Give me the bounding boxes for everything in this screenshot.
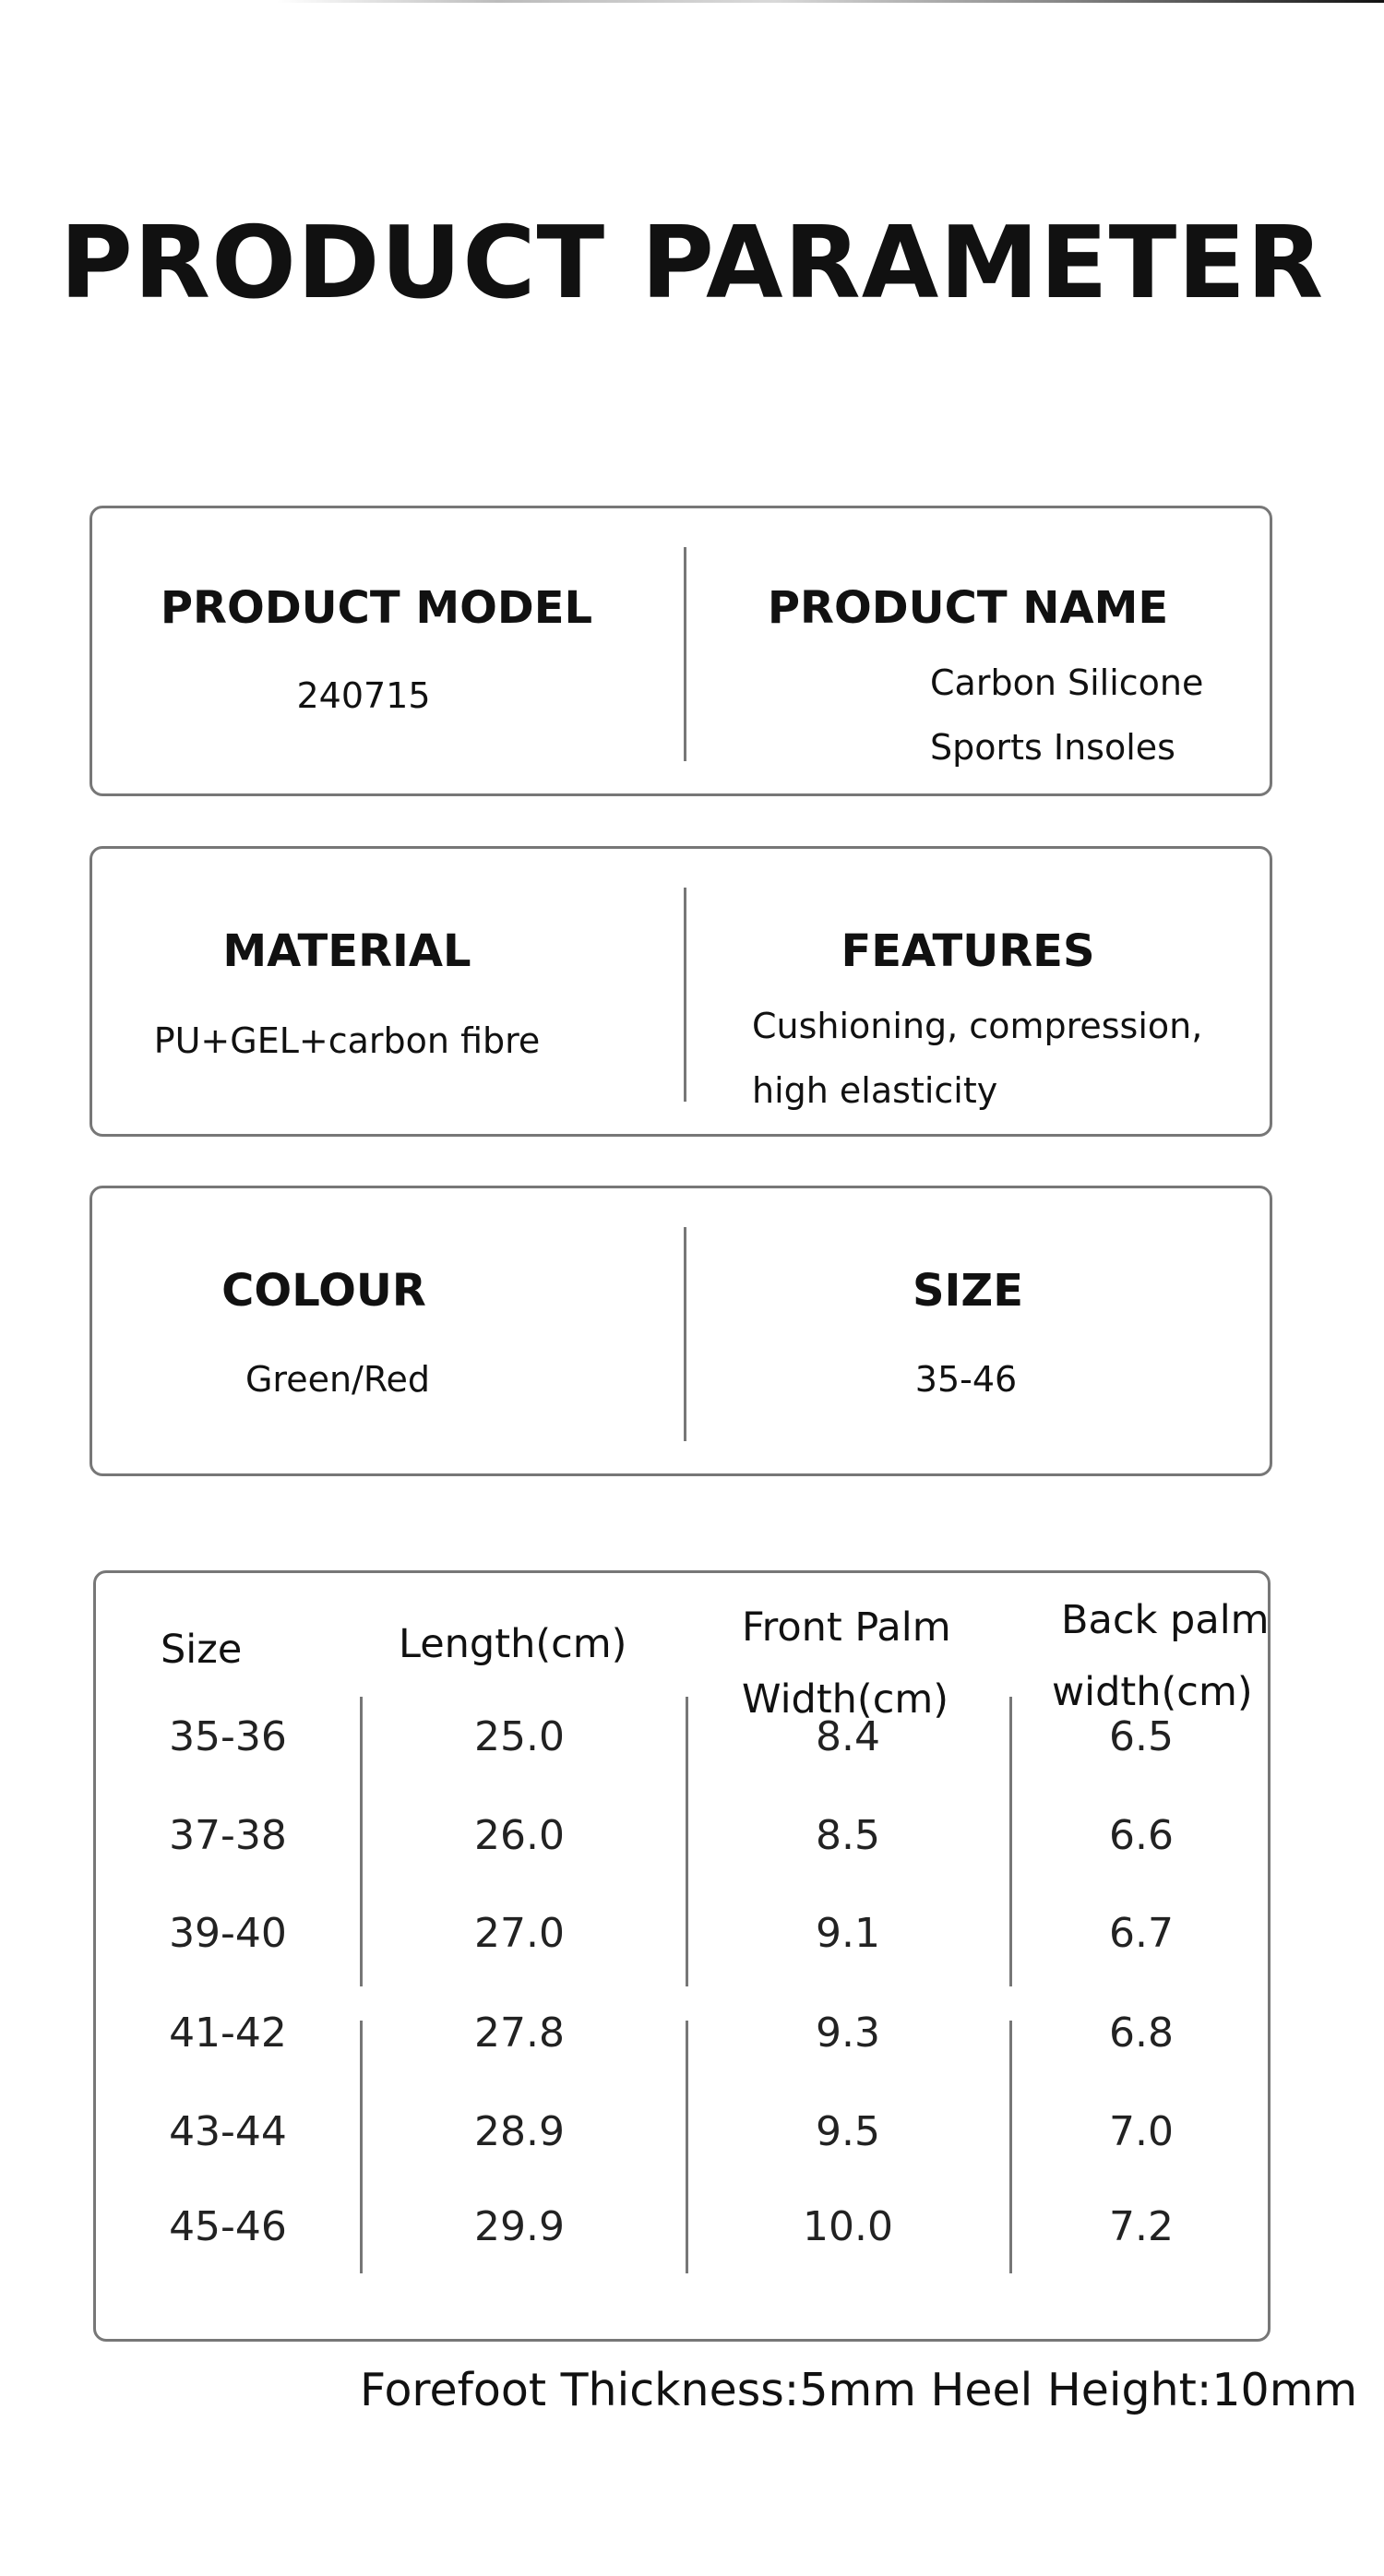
column-divider bbox=[1009, 1697, 1012, 1986]
product-model-value: 240715 bbox=[296, 675, 431, 716]
table-cell-size: 35-36 bbox=[169, 1713, 287, 1760]
features-heading: FEATURES bbox=[841, 925, 1095, 977]
table-cell-length: 29.9 bbox=[474, 2203, 565, 2250]
info-box-colour-size bbox=[89, 1186, 1272, 1476]
product-name-line-1: Carbon Silicone bbox=[930, 662, 1204, 703]
info-box-material-features bbox=[89, 846, 1272, 1137]
table-cell-length: 28.9 bbox=[474, 2108, 565, 2155]
table-cell-size: 39-40 bbox=[169, 1910, 287, 1957]
size-table bbox=[93, 1570, 1271, 2342]
table-cell-front-palm-width: 8.5 bbox=[816, 1812, 880, 1859]
column-divider bbox=[686, 1697, 688, 1986]
column-divider bbox=[360, 2021, 363, 2273]
colour-heading: COLOUR bbox=[221, 1265, 426, 1317]
product-name-line-2: Sports Insoles bbox=[930, 727, 1175, 768]
table-cell-back-palm-width: 6.7 bbox=[1109, 1910, 1174, 1957]
table-cell-length: 27.8 bbox=[474, 2010, 565, 2057]
table-cell-size: 43-44 bbox=[169, 2108, 287, 2155]
table-cell-back-palm-width: 6.6 bbox=[1109, 1812, 1174, 1859]
header-length: Length(cm) bbox=[399, 1621, 627, 1667]
table-cell-back-palm-width: 7.2 bbox=[1109, 2203, 1174, 2250]
table-cell-front-palm-width: 9.5 bbox=[816, 2108, 880, 2155]
column-divider bbox=[360, 1697, 363, 1986]
colour-value: Green/Red bbox=[245, 1359, 431, 1400]
product-name-heading: PRODUCT NAME bbox=[767, 582, 1169, 634]
size-value: 35-46 bbox=[914, 1359, 1018, 1400]
table-cell-length: 27.0 bbox=[474, 1910, 565, 1957]
info-cell-colour bbox=[92, 1188, 683, 1473]
table-cell-length: 25.0 bbox=[474, 1713, 565, 1760]
size-heading: SIZE bbox=[912, 1265, 1024, 1317]
table-cell-size: 41-42 bbox=[169, 2010, 287, 2057]
page-title: PRODUCT PARAMETER bbox=[59, 206, 1325, 321]
info-box-model-name bbox=[89, 506, 1272, 796]
table-cell-back-palm-width: 6.5 bbox=[1109, 1713, 1174, 1760]
table-cell-size: 45-46 bbox=[169, 2203, 287, 2250]
features-line-2: high elasticity bbox=[752, 1070, 998, 1111]
info-cell-size bbox=[686, 1188, 1271, 1473]
info-cell-product-model bbox=[92, 508, 683, 793]
column-divider bbox=[686, 2021, 688, 2273]
table-cell-back-palm-width: 6.8 bbox=[1109, 2010, 1174, 2057]
material-heading: MATERIAL bbox=[222, 925, 471, 977]
table-cell-front-palm-width: 9.3 bbox=[816, 2010, 880, 2057]
top-edge-strip bbox=[277, 0, 1384, 3]
table-cell-front-palm-width: 10.0 bbox=[803, 2203, 893, 2250]
header-front-palm-width: Front Palm Width(cm) bbox=[742, 1604, 951, 1723]
table-cell-front-palm-width: 9.1 bbox=[816, 1910, 880, 1957]
header-size: Size bbox=[161, 1627, 243, 1673]
table-cell-front-palm-width: 8.4 bbox=[816, 1713, 880, 1760]
table-cell-back-palm-width: 7.0 bbox=[1109, 2108, 1174, 2155]
product-model-heading: PRODUCT MODEL bbox=[160, 582, 593, 634]
thickness-height-note: Forefoot Thickness:5mm Heel Height:10mm bbox=[360, 2364, 1358, 2416]
material-value: PU+GEL+carbon fibre bbox=[153, 1020, 541, 1061]
info-cell-features bbox=[686, 849, 1271, 1134]
info-cell-material bbox=[92, 849, 683, 1134]
header-back-palm-width: Back palm width(cm) bbox=[1052, 1597, 1270, 1715]
column-divider bbox=[1009, 2021, 1012, 2273]
features-line-1: Cushioning, compression, bbox=[752, 1006, 1203, 1046]
table-cell-length: 26.0 bbox=[474, 1812, 565, 1859]
info-cell-product-name bbox=[686, 508, 1271, 793]
table-cell-size: 37-38 bbox=[169, 1812, 287, 1859]
